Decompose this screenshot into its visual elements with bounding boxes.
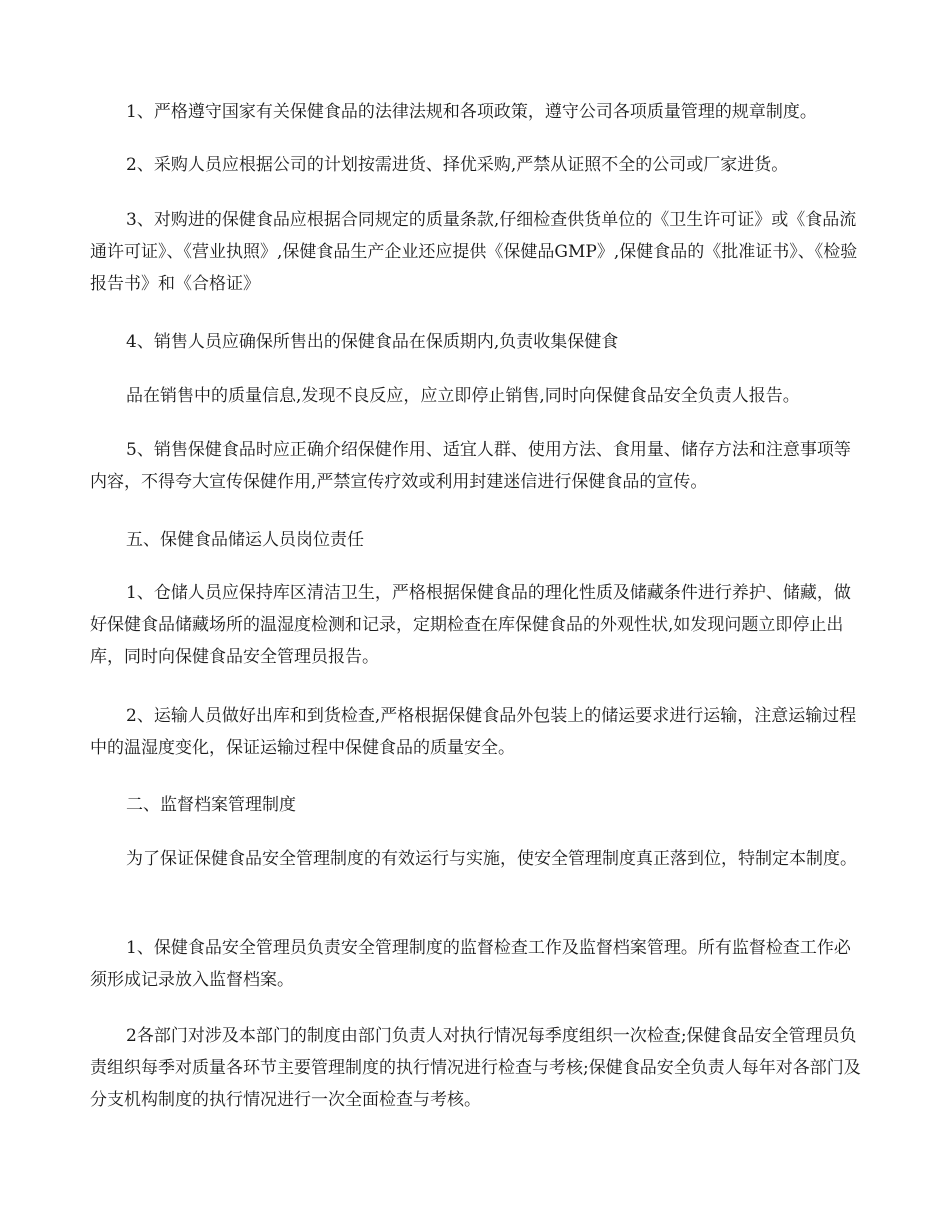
- paragraph-3: 3、对购进的保健食品应根据合同规定的质量条款,仔细检查供货单位的《卫生许可证》或《食品流通许可证》、《营业执照》,保健食品生产企业还应提供《保健品GMP》,保健食品的《批准证书》、《检验报告书》和《合格证》: [90, 210, 858, 294]
- paragraph-8: 2、运输人员做好出库和到货检查,严格根据保健食品外包装上的储运要求进行运输，注意运输过程中的温湿度变化，保证运输过程中保健食品的质量安全。: [90, 706, 857, 758]
- section-heading-storage: 五、保健食品储运人员岗位责任: [126, 530, 364, 550]
- paragraph-4: 4、销售人员应确保所售出的保健食品在保质期内,负责收集保健食: [126, 332, 619, 352]
- paragraph-1: 1、严格遵守国家有关保健食品的法律法规和各项政策，遵守公司各项质量管理的规章制度。: [126, 102, 817, 122]
- section-heading-archive: 二、监督档案管理制度: [126, 795, 296, 815]
- paragraph-5: 品在销售中的质量信息,发现不良反应，应立即停止销售,同时向保健食品安全负责人报告。: [126, 386, 800, 406]
- paragraph-2: 2、采购人员应根据公司的计划按需进货、择优采购,严禁从证照不全的公司或厂家进货。: [126, 155, 789, 175]
- paragraph-7: 1、仓储人员应保持库区清洁卫生，严格根据保健食品的理化性质及储藏条件进行养护、储藏，做好保健食品储藏场所的温湿度检测和记录，定期检查在库保健食品的外观性状,如发现问题立即停止出库，同时向保健食品安全管理员报告。: [90, 583, 851, 667]
- paragraph-11: 2各部门对涉及本部门的制度由部门负责人对执行情况每季度组织一次检查;保健食品安全管理员负责组织每季对质量各环节主要管理制度的执行情况进行检查与考核;保健食品安全负责人每年对各部门及分支机构制度的执行情况进行一次全面检查与考核。: [90, 1026, 861, 1110]
- paragraph-6: 5、销售保健食品时应正确介绍保健作用、适宜人群、使用方法、食用量、储存方法和注意事项等内容，不得夸大宣传保健作用,严禁宣传疗效或利用封建迷信进行保健食品的宣传。: [90, 440, 851, 492]
- paragraph-10: 1、保健食品安全管理员负责安全管理制度的监督检查工作及监督档案管理。所有监督检查工作必须形成记录放入监督档案。: [90, 938, 851, 990]
- paragraph-9: 为了保证保健食品安全管理制度的有效运行与实施，使安全管理制度真正落到位，特制定本制度。: [126, 849, 857, 869]
